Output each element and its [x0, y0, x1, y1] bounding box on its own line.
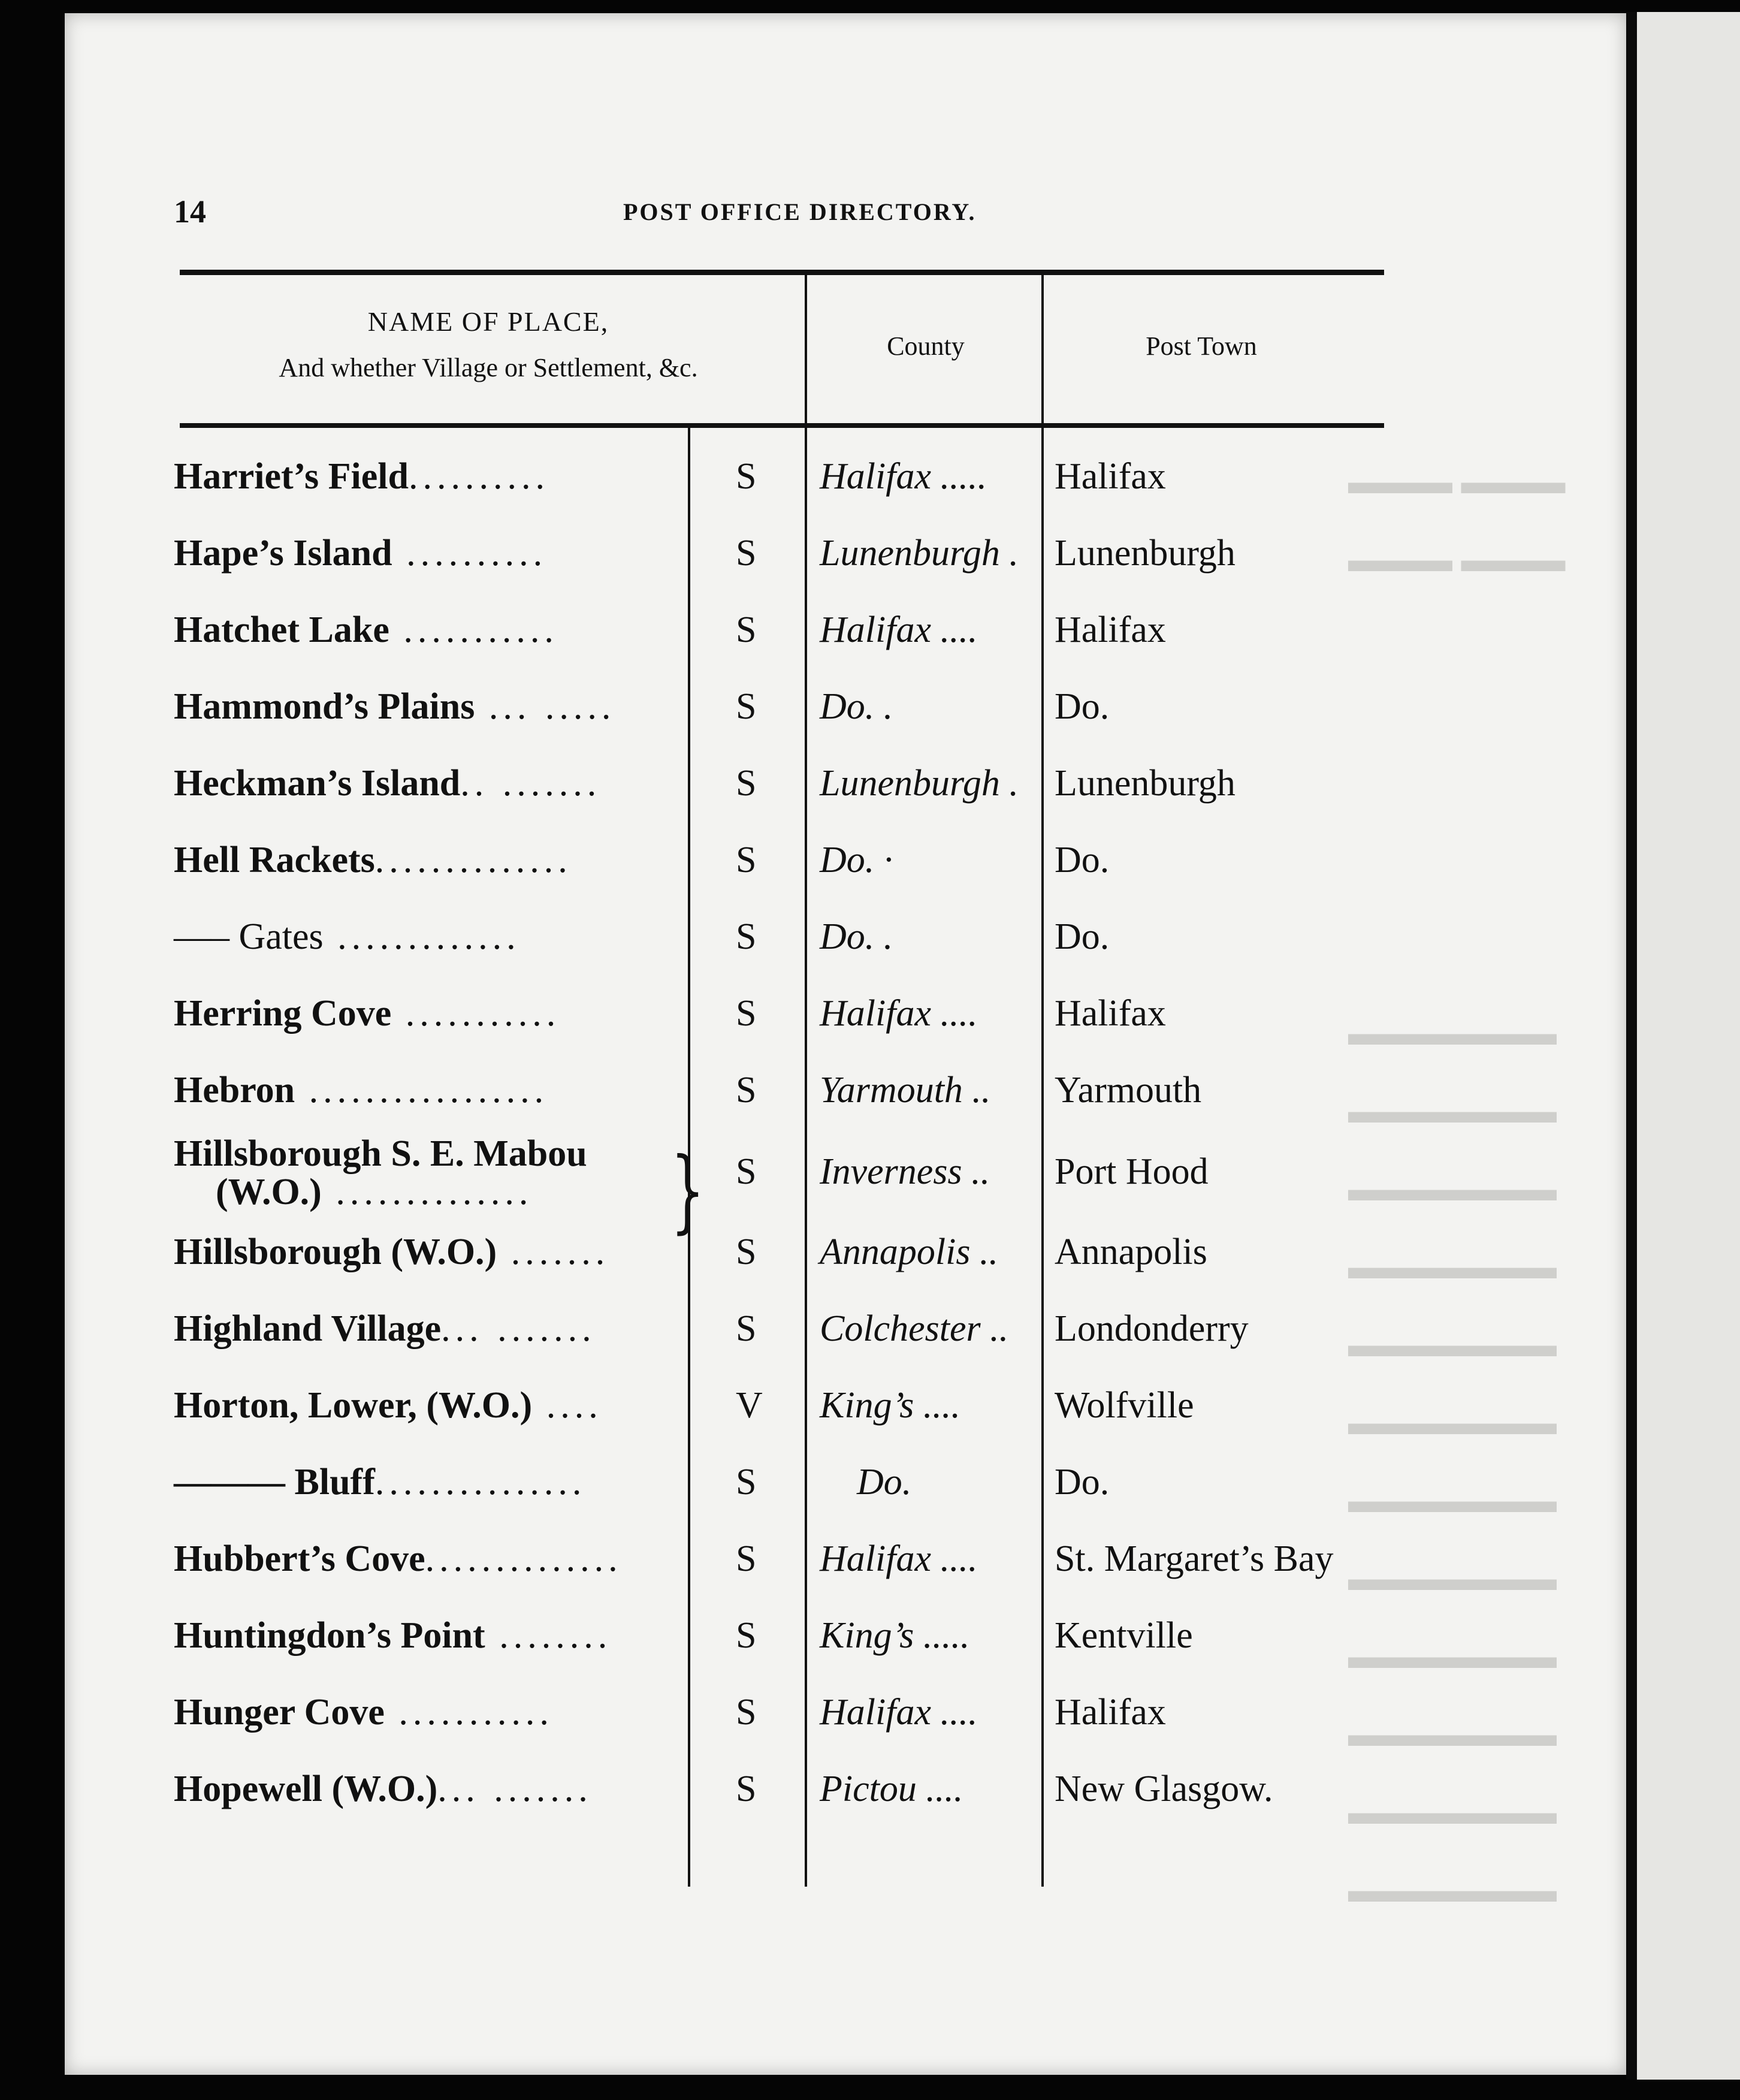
county: Lunenburgh . [820, 533, 1019, 574]
place-name: Heckman’s Island.. ....... [174, 763, 602, 804]
table-row [0, 1384, 1378, 1456]
post-town: Halifax [1055, 456, 1166, 497]
place-type: S [736, 1769, 757, 1809]
post-town: St. Margaret’s Bay [1055, 1538, 1334, 1579]
place-name-continued: (W.O.) .............. [216, 1172, 533, 1212]
post-town: Do. [1055, 1462, 1110, 1502]
place-name: Hunger Cove ........... [174, 1692, 554, 1733]
place-type: S [736, 533, 757, 574]
place-name: Hell Rackets.............. [174, 840, 572, 880]
place-name: Horton, Lower, (W.O.) .... [174, 1385, 603, 1426]
place-type: S [736, 1692, 757, 1733]
table-row [0, 1691, 1378, 1763]
county: Do. . [820, 686, 893, 727]
post-town: Londonderry [1055, 1308, 1249, 1349]
place-type: S [736, 993, 757, 1034]
place-type: S [736, 610, 757, 650]
place-name: Harriet’s Field.......... [174, 456, 549, 497]
place-type: S [736, 456, 757, 497]
post-town: Halifax [1055, 1692, 1166, 1733]
table-row [0, 455, 1378, 527]
running-title: POST OFFICE DIRECTORY. [623, 198, 977, 225]
post-town: Lunenburgh [1055, 533, 1235, 574]
county: Inverness .. [820, 1151, 990, 1192]
table-row [0, 609, 1378, 681]
post-town: Do. [1055, 840, 1110, 880]
table-row [0, 1615, 1378, 1686]
page-gutter [1626, 12, 1637, 2080]
table-row [0, 1461, 1378, 1533]
bleed-through-text: ▬▬▬▬▬▬ [1348, 1247, 1557, 1286]
page-number: 14 [174, 194, 206, 230]
post-town: Port Hood [1055, 1151, 1209, 1192]
county: Halifax .... [820, 610, 978, 650]
place-name: —– Gates ............. [174, 916, 521, 957]
post-town: New Glasgow. [1055, 1769, 1273, 1809]
place-name: Highland Village... ....... [174, 1308, 596, 1349]
place-type: S [736, 1070, 757, 1111]
post-town: Halifax [1055, 993, 1166, 1034]
county: Pictou .... [820, 1769, 963, 1809]
place-name: Hatchet Lake ........... [174, 610, 558, 650]
place-name: Hebron ................. [174, 1070, 549, 1111]
table-row [0, 1538, 1378, 1610]
post-town: Kentville [1055, 1615, 1193, 1656]
post-town: Annapolis [1055, 1232, 1207, 1272]
county: Halifax ..... [820, 456, 987, 497]
bleed-through-text: ▬▬▬▬▬▬ [1348, 1403, 1557, 1442]
place-type: S [736, 763, 757, 804]
place-name: Hammond’s Plains ... ..... [174, 686, 616, 727]
column-header-place-subtitle: And whether Village or Settlement, &c. [279, 353, 698, 382]
county: Colchester .. [820, 1308, 1009, 1349]
table-row [0, 839, 1378, 911]
table-row [0, 1069, 1378, 1141]
post-town: Do. [1055, 686, 1110, 727]
bleed-through-text: ▬▬▬▬▬▬ [1348, 1481, 1557, 1520]
table-row [0, 762, 1378, 834]
place-name: Herring Cove ........... [174, 993, 561, 1034]
place-type: S [736, 916, 757, 957]
column-header-county: County [887, 331, 965, 361]
place-name: Hape’s Island .......... [174, 533, 548, 574]
table-row [0, 1231, 1378, 1303]
place-type: S [736, 840, 757, 880]
place-name: ——— Bluff............... [174, 1462, 587, 1502]
county: Halifax .... [820, 993, 978, 1034]
bleed-through-text: ▬▬▬▬▬▬ [1348, 1637, 1557, 1676]
place-name: Hopewell (W.O.)... ....... [174, 1769, 593, 1809]
column-header-place: NAME OF PLACE, [367, 306, 609, 337]
place-type: S [736, 1308, 757, 1349]
county: King’s .... [820, 1385, 960, 1426]
place-type: S [736, 686, 757, 727]
column-header-post-town: Post Town [1146, 331, 1257, 361]
post-town: Lunenburgh [1055, 763, 1235, 804]
place-type: S [736, 1232, 757, 1272]
place-type: V [736, 1385, 763, 1426]
adjacent-page-edge [1637, 12, 1740, 2080]
bleed-through-text: ▬▬▬▬▬▬ [1348, 1559, 1557, 1598]
place-type: S [736, 1151, 757, 1192]
county: Halifax .... [820, 1692, 978, 1733]
table-row [0, 1768, 1378, 1840]
county: Halifax .... [820, 1538, 978, 1579]
place-name: Hillsborough S. E. Mabou [174, 1133, 587, 1174]
header-bottom-rule [180, 423, 1384, 428]
bleed-through-text: ▬▬▬ ▬▬▬ [1348, 462, 1566, 501]
bleed-through-text: ▬▬▬ ▬▬▬ [1348, 540, 1566, 579]
table-row [0, 916, 1378, 988]
bleed-through-text: ▬▬▬▬▬▬ [1348, 1013, 1557, 1052]
county: Do. · [820, 840, 893, 880]
post-town: Yarmouth [1055, 1070, 1202, 1111]
post-town: Halifax [1055, 610, 1166, 650]
bleed-through-text: ▬▬▬▬▬▬ [1348, 1870, 1557, 1909]
county: Do. . [820, 916, 893, 957]
brace-glyph: } [670, 1139, 705, 1243]
place-name: Huntingdon’s Point ........ [174, 1615, 612, 1656]
county: Yarmouth .. [820, 1070, 991, 1111]
place-name: Hubbert’s Cove.............. [174, 1538, 623, 1579]
post-town: Do. [1055, 916, 1110, 957]
bleed-through-text: ▬▬▬▬▬▬ [1348, 1325, 1557, 1364]
county: King’s ..... [820, 1615, 970, 1656]
place-name: Hillsborough (W.O.) ....... [174, 1232, 610, 1272]
place-type: S [736, 1462, 757, 1502]
county: Do. [857, 1462, 912, 1502]
bleed-through-text: ▬▬▬▬▬▬ [1348, 1793, 1557, 1832]
table-row [0, 532, 1378, 604]
post-town: Wolfville [1055, 1385, 1194, 1426]
table-row [0, 992, 1378, 1064]
bleed-through-text: ▬▬▬▬▬▬ [1348, 1169, 1557, 1208]
bleed-through-text: ▬▬▬▬▬▬ [1348, 1091, 1557, 1130]
table-row [0, 1308, 1378, 1380]
county: Lunenburgh . [820, 763, 1019, 804]
county: Annapolis .. [820, 1232, 998, 1272]
table-row [0, 686, 1378, 758]
place-type: S [736, 1615, 757, 1656]
bleed-through-text: ▬▬▬▬▬▬ [1348, 1715, 1557, 1754]
place-type: S [736, 1538, 757, 1579]
header-top-rule [180, 270, 1384, 275]
